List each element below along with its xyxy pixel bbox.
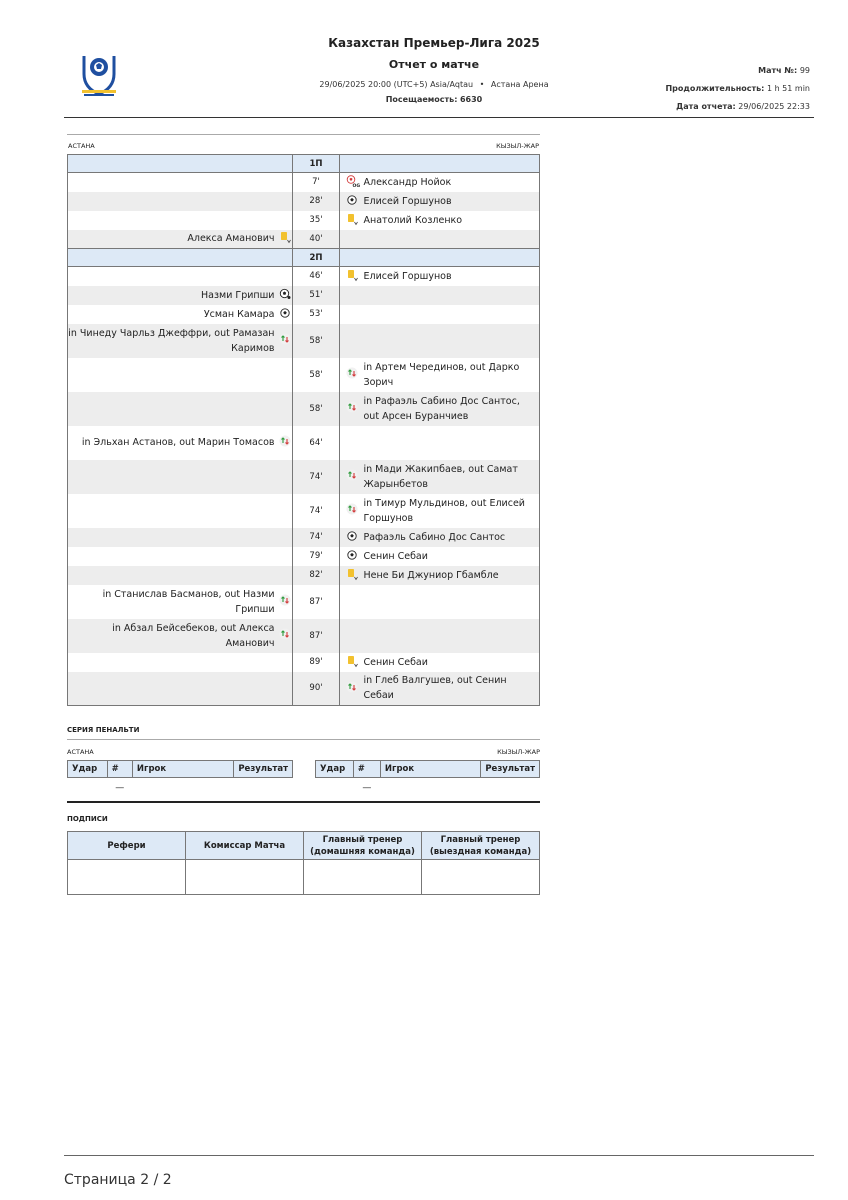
- penalty-away-empty: —: [362, 782, 372, 793]
- event-row: [68, 619, 540, 653]
- duration-value: 1 h 51 min: [766, 84, 810, 93]
- penalty-section: [67, 739, 540, 803]
- event-minute: 53': [293, 305, 340, 324]
- attendance: [264, 95, 604, 104]
- penalty-table-home: [67, 760, 293, 798]
- goal-icon: [347, 195, 357, 208]
- report-date-value: 29/06/2025 22:33: [738, 102, 810, 111]
- away-team-name: КЫЗЫЛ-ЖАР: [496, 142, 539, 150]
- event-minute: 28': [293, 192, 340, 211]
- event-minute: 74': [293, 528, 340, 547]
- penalty-col-number: #: [353, 761, 380, 778]
- events-section: [67, 134, 540, 706]
- signature-box-commissioner: [186, 860, 304, 895]
- substitution-icon: [346, 401, 358, 416]
- goal-icon: [280, 308, 290, 321]
- event-row: [68, 192, 540, 211]
- event-minute: 51': [293, 286, 340, 305]
- event-minute: 74': [293, 460, 340, 494]
- event-row: [68, 672, 540, 706]
- event-minute: 87': [293, 585, 340, 619]
- event-text: Елисей Горшунов: [363, 195, 452, 207]
- yellow-card-icon: [279, 231, 291, 246]
- event-row: [68, 460, 540, 494]
- penalty-col-number: #: [107, 761, 132, 778]
- events-table: [67, 154, 540, 706]
- event-text: Алекса Аманович: [187, 233, 275, 245]
- event-minute: 82': [293, 566, 340, 585]
- event-row: [68, 267, 540, 286]
- event-text: Александр Нойок: [363, 176, 452, 188]
- event-row: [68, 392, 540, 426]
- signature-box-home-coach: [304, 860, 422, 895]
- signature-box-away-coach: [422, 860, 540, 895]
- event-minute: 64': [293, 426, 340, 460]
- own-goal-icon: [346, 175, 358, 190]
- event-text: Нене Би Джуниор Гбамбле: [363, 569, 499, 581]
- report-date-label: Дата отчета:: [676, 102, 736, 111]
- event-row: [68, 528, 540, 547]
- event-minute: 58': [293, 324, 340, 358]
- substitution-icon: [279, 628, 291, 643]
- event-text: in Мади Жакипбаев, out Самат Жарынбетов: [363, 463, 518, 490]
- substitution-icon: [279, 435, 291, 450]
- event-minute: 79': [293, 547, 340, 566]
- event-row: [68, 585, 540, 619]
- penalty-col-result: Результат: [234, 761, 293, 778]
- match-datetime: 29/06/2025 20:00 (UTC+5) Asia/Aqtau: [319, 80, 474, 89]
- penalty-col-player: Игрок: [380, 761, 480, 778]
- league-logo: [80, 52, 118, 98]
- penalty-title: СЕРИЯ ПЕНАЛЬТИ: [67, 726, 140, 734]
- event-row: [68, 494, 540, 528]
- event-text: in Станислав Басманов, out Назми Грипши: [102, 588, 275, 615]
- event-row: [68, 211, 540, 230]
- match-no-label: Матч №:: [758, 66, 798, 75]
- venue: Астана Арена: [490, 80, 549, 89]
- event-minute: 58': [293, 358, 340, 392]
- event-text: in Артем Черединов, out Дарко Зорич: [363, 361, 520, 388]
- penalty-team-names: [67, 740, 540, 760]
- period-row: [68, 249, 540, 267]
- event-minute: 7': [293, 173, 340, 192]
- svg-text:OG: OG: [352, 183, 360, 189]
- signatures-table: [67, 831, 540, 895]
- signature-away-coach: Главный тренер (выездная команда): [422, 832, 540, 860]
- signature-box-referee: [68, 860, 186, 895]
- event-row: [68, 286, 540, 305]
- goal-icon: [347, 550, 357, 563]
- event-row: [68, 547, 540, 566]
- event-text: in Чинеду Чарльз Джеффри, out Рамазан Каримов: [68, 327, 275, 354]
- penalty-away-team: КЫЗЫЛ-ЖАР: [497, 748, 540, 756]
- event-minute: 74': [293, 494, 340, 528]
- substitution-icon: [346, 503, 358, 518]
- match-no-value: 99: [799, 66, 810, 75]
- penalty-col-player: Игрок: [132, 761, 233, 778]
- duration-label: Продолжительность:: [665, 84, 765, 93]
- substitution-icon: [346, 681, 358, 696]
- event-text: Назми Грипши: [201, 289, 275, 301]
- event-row: [68, 358, 540, 392]
- event-text: Елисей Горшунов: [363, 270, 452, 282]
- penalty-table-away: [315, 760, 540, 798]
- penalty-goal-icon: [279, 288, 291, 303]
- attendance-value: 6630: [459, 95, 483, 104]
- event-minute: 58': [293, 392, 340, 426]
- event-text: in Эльхан Астанов, out Марин Томасов: [81, 437, 275, 448]
- signature-commissioner: Комиссар Матча: [186, 832, 304, 860]
- penalty-home-team: АСТАНА: [67, 748, 94, 756]
- event-row: [68, 566, 540, 585]
- event-text: Усман Камара: [203, 308, 275, 320]
- event-minute: 89': [293, 653, 340, 672]
- event-minute: 90': [293, 672, 340, 706]
- events-team-names: [67, 134, 540, 154]
- event-text: Сенин Себаи: [363, 550, 428, 562]
- yellow-card-icon: [346, 269, 358, 284]
- yellow-card-icon: [346, 568, 358, 583]
- event-row: [68, 653, 540, 672]
- event-text: in Абзал Бейсебеков, out Алекса Аманович: [112, 622, 275, 649]
- event-row: [68, 305, 540, 324]
- event-text: in Глеб Валгушев, out Сенин Себаи: [363, 675, 507, 702]
- match-meta: [665, 62, 810, 116]
- separator-dot: •: [479, 80, 485, 89]
- event-row: [68, 173, 540, 192]
- period-label: 2П: [293, 249, 340, 267]
- event-text: in Тимур Мульдинов, out Елисей Горшунов: [363, 497, 525, 524]
- signatures-title: ПОДПИСИ: [67, 815, 108, 823]
- period-label: 1П: [293, 155, 340, 173]
- penalty-col-result: Результат: [481, 761, 540, 778]
- event-minute: 46': [293, 267, 340, 286]
- penalty-home-empty: —: [115, 782, 125, 793]
- home-team-name: АСТАНА: [68, 142, 95, 150]
- league-title: Казахстан Премьер-Лига 2025: [328, 36, 540, 50]
- event-row: [68, 230, 540, 249]
- attendance-label: Посещаемость:: [385, 95, 458, 104]
- signature-referee: Рефери: [68, 832, 186, 860]
- penalty-col-kick: Удар: [68, 761, 108, 778]
- event-row: [68, 426, 540, 460]
- substitution-icon: [346, 367, 358, 382]
- signature-home-coach: Главный тренер (домашняя команда): [304, 832, 422, 860]
- report-header: [64, 30, 814, 118]
- substitution-icon: [279, 333, 291, 348]
- page-number: Страница 2 / 2: [64, 1172, 172, 1188]
- report-subtitle: Отчет о матче: [388, 58, 480, 71]
- event-minute: 40': [293, 230, 340, 249]
- event-text: in Рафаэль Сабино Дос Сантос, out Арсен Буранчиев: [363, 395, 520, 422]
- substitution-icon: [346, 469, 358, 484]
- match-datetime-venue: [264, 80, 604, 89]
- substitution-icon: [279, 594, 291, 609]
- period-row: [68, 155, 540, 173]
- yellow-card-icon: [346, 655, 358, 670]
- penalty-col-kick: Удар: [316, 761, 354, 778]
- event-text: Анатолий Козленко: [363, 214, 463, 226]
- event-minute: 35': [293, 211, 340, 230]
- event-row: [68, 324, 540, 358]
- goal-icon: [347, 531, 357, 544]
- event-text: Рафаэль Сабино Дос Сантос: [363, 531, 506, 543]
- event-text: Сенин Себаи: [363, 656, 428, 668]
- event-minute: 87': [293, 619, 340, 653]
- yellow-card-icon: [346, 213, 358, 228]
- footer-rule: [64, 1155, 814, 1156]
